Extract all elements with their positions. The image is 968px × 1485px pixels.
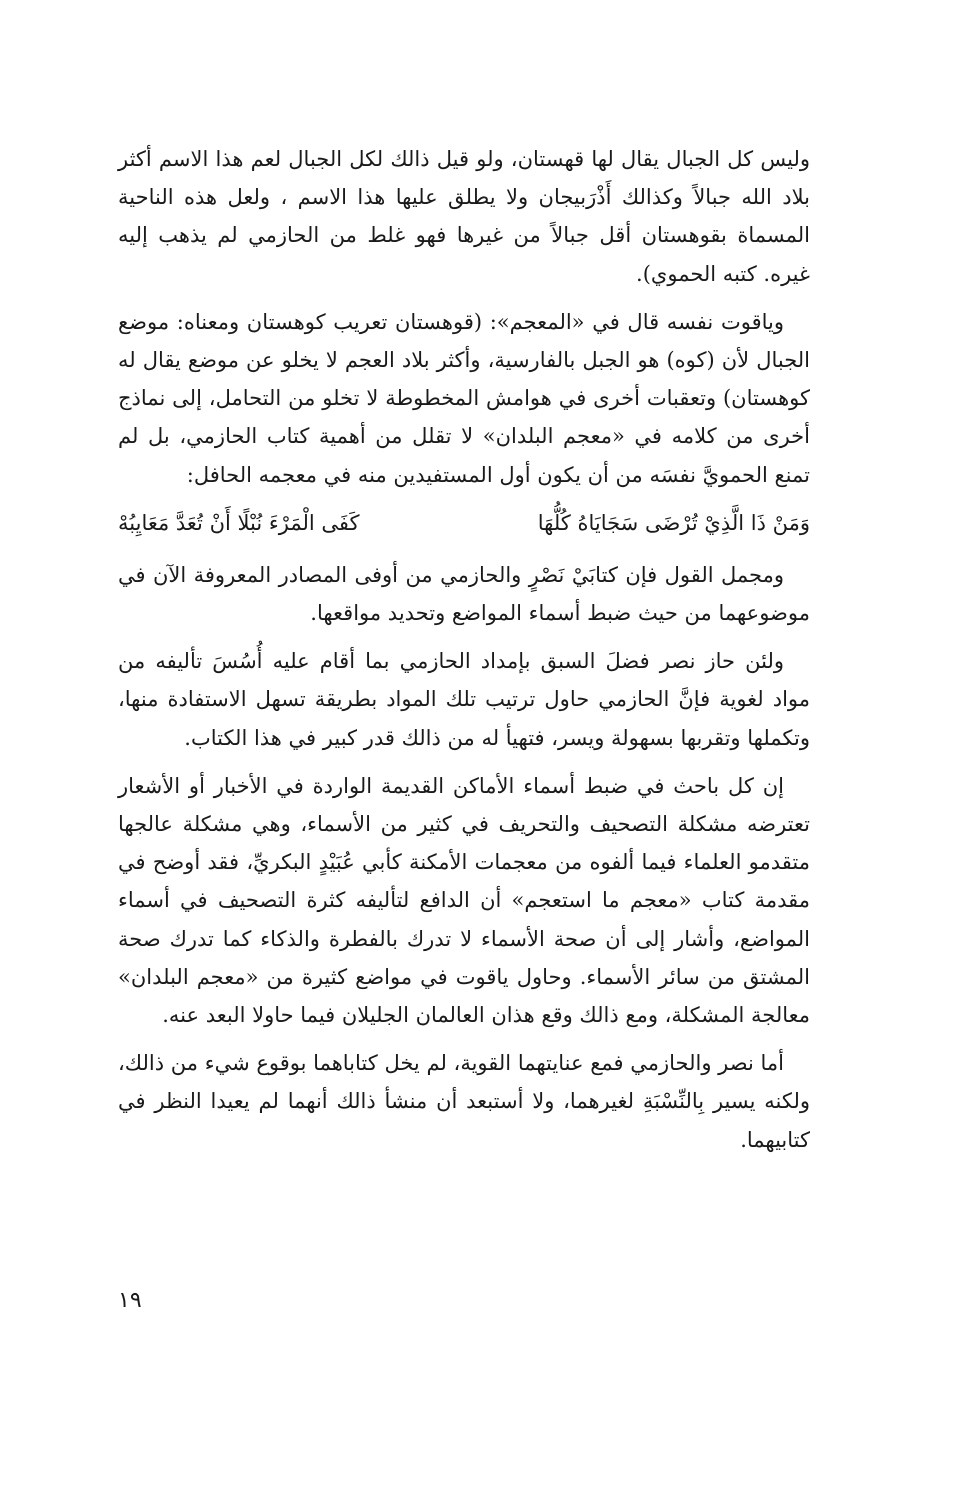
verse-first-hemistich: وَمَنْ ذَا الَّذِيْ تُرْضَى سَجَايَاهُ كُلُّهَا (537, 510, 810, 535)
paragraph-3: ومجمل القول فإن كتابَيْ نَصْرٍ والحازمي من أوفى المصادر المعروفة الآن في موضوعهما من حيث ضبط أسماء المواضع وتحديد مواقعها. (118, 562, 810, 626)
body-text (118, 140, 810, 1169)
verse-second-hemistich: كَفَى الْمَرْءَ نُبْلًا أَنْ تُعَدَّ مَعَايِبُهْ (118, 510, 360, 535)
page-number: ١٩ (118, 1288, 142, 1313)
paragraph-6: أما نصر والحازمي فمع عنايتهما القوية، لم يخل كتاباهما بوقوع شيء من ذالك، ولكنه يسير بِالنِّسْبَةِ لغيرهما، ولا أستبعد أن منشأ ذالك أنهما لم يعيدا النظر في كتابيهما. (118, 1051, 810, 1152)
poetry-verse (118, 504, 810, 542)
paragraph-4: ولئن حاز نصر فضلَ السبق بإمداد الحازمي بما أقام عليه أُسُسَ تأليفه من مواد لغوية فإنَّ الحازمي حاول ترتيب تلك المواد بطريقة تسهل الاستفادة منها، وتكملها وتقربها بسهولة ويسر، فتهيأ له من ذالك قدر كبير في هذا الكتاب. (118, 649, 810, 750)
paragraph-5: إن كل باحث في ضبط أسماء الأماكن القديمة الواردة في الأخبار أو الأشعار تعترضه مشكلة التصحيف والتحريف في كثير من الأسماء، وهي مشكلة عالجها متقدمو العلماء فيما ألفوه من معجمات الأمكنة كأبي عُبَيْدٍ البكريِّ، فقد أوضح في مقدمة كتاب «معجم ما استعجم» أن الدافع لتأليفه كثرة التصحيف في أسماء المواضع، وأشار إلى أن صحة الأسماء لا تدرك بالفطرة والذكاء كما تدرك صحة المشتق من سائر الأسماء. وحاول ياقوت في مواضع كثيرة من «معجم البلدان» معالجة المشكلة، ومع ذالك وقع هذان العالمان الجليلان فيما حاولا البعد عنه. (118, 773, 810, 1028)
paragraph-1: وليس كل الجبال يقال لها قهستان، ولو قيل ذالك لكل الجبال لعم هذا الاسم أكثر بلاد الله جبالاً وكذالك أَذْرَبيجان ولا يطلق عليها هذا الاسم ، ولعل هذه الناحية المسماة بقوهستان أقل جبالاً من غيرها فهو غلط من الحازمي لم يذهب إليه غيره. كتبه الحموي). (118, 147, 810, 286)
paragraph-2: وياقوت نفسه قال في «المعجم»: (قوهستان تعريب كوهستان ومعناه: موضع الجبال لأن (كوه) هو الجبل بالفارسية، وأكثر بلاد العجم لا يخلو عن موضع يقال له كوهستان) وتعقبات أخرى في هوامش المخطوطة لا تخلو من التحامل، إلى نماذج أخرى من كلامه في «معجم البلدان» لا تقلل من أهمية كتاب الحازمي، بل لم تمنع الحمويَّ نفسَه من أن يكون أول المستفيدين منه في معجمه الحافل: (118, 309, 810, 487)
